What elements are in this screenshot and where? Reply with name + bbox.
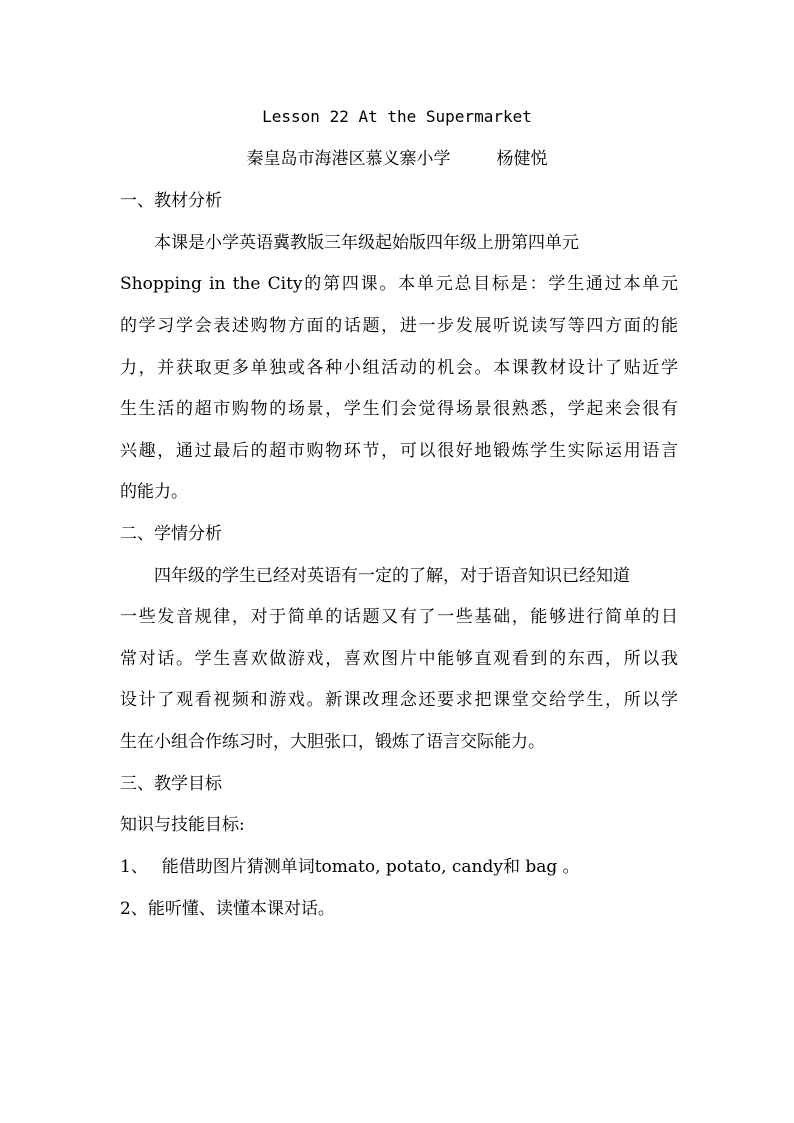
paragraph-line: 力，并获取更多单独或各种小组活动的机会。本课教材设计了贴近学 [120,358,678,378]
paragraph-line: 一些发音规律，对于简单的话题又有了一些基础，能够进行简单的日 [120,607,678,627]
paragraph-line: 生生活的超市购物的场景，学生们会觉得场景很熟悉，学起来会很有 [120,399,678,419]
section-heading-teaching-objectives: 三、教学目标 [120,774,222,794]
objective-item-2: 2、能听懂、读懂本课对话。 [120,899,335,919]
paragraph-line: 本课是小学英语冀教版三年级起始版四年级上册第四单元 [154,233,579,253]
paragraph-line: 的学习学会表述购物方面的话题，进一步发展听说读写等四方面的能 [120,316,678,336]
paragraph-line: 设计了观看视频和游戏。新课改理念还要求把课堂交给学生，所以学 [120,690,678,710]
section-heading-textbook-analysis: 一、教材分析 [120,191,222,211]
lesson-title: Lesson 22 At the Supermarket [262,107,532,126]
subheading-knowledge-skills: 知识与技能目标: [120,815,245,835]
section-heading-student-analysis: 二、学情分析 [120,524,222,544]
paragraph-line: 的能力。 [120,482,188,502]
paragraph-line: 常对话。学生喜欢做游戏，喜欢图片中能够直观看到的东西，所以我 [120,649,678,669]
paragraph-line: 兴趣，通过最后的超市购物环节，可以很好地锻炼学生实际运用语言 [120,441,678,461]
author-line [0,148,794,170]
author-name: 杨健悦 [496,149,548,169]
paragraph-line: 四年级的学生已经对英语有一定的了解，对于语音知识已经知道 [154,566,630,586]
paragraph-line: Shopping in the City的第四课。本单元总目标是：学生通过本单元 [120,274,678,294]
paragraph-line: 生在小组合作练习时，大胆张口，锻炼了语言交际能力。 [120,732,545,752]
author-school: 秦皇岛市海港区慕义寨小学 [246,149,451,169]
objective-item-1: 1、 能借助图片猜测单词tomato, potato, candy和 bag 。 [120,857,580,877]
